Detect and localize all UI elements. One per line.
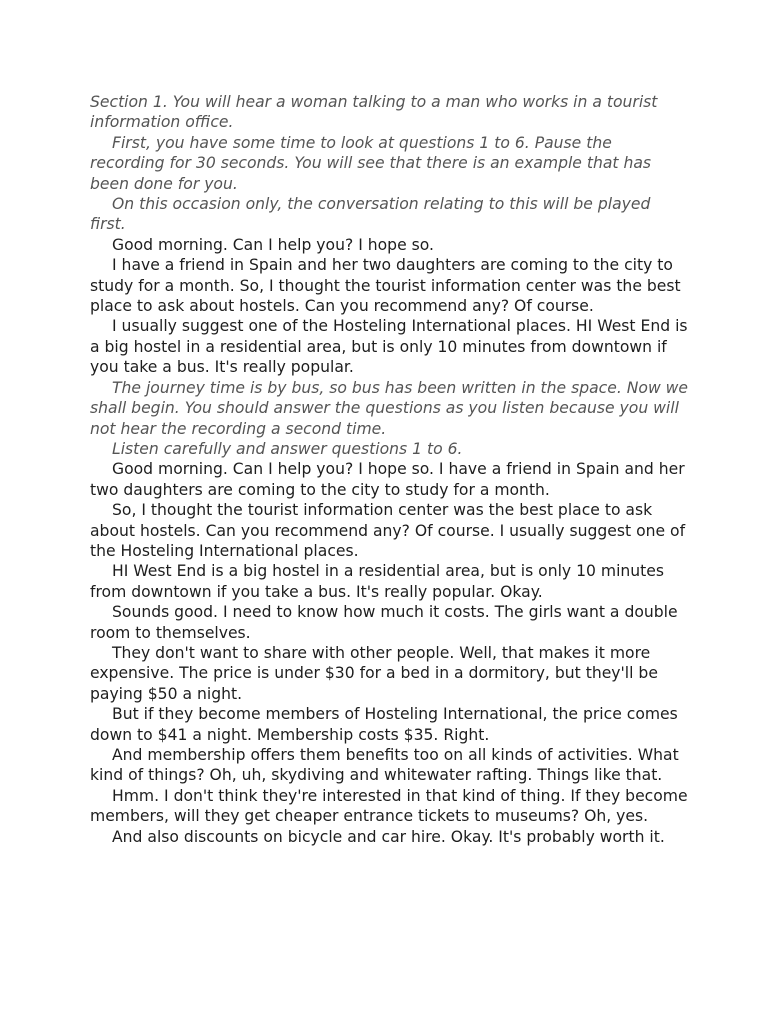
paragraph-example-note: On this occasion only, the conversation relating to this will be played first. [90,195,651,234]
paragraph-dialogue: Good morning. Can I help you? I hope so. I have a friend in Spain and her two daughters are coming to the city to study for a month. [90,460,685,499]
paragraph-dialogue: I have a friend in Spain and her two daughters are coming to the city to study for a month. So, I thought the tourist information center was the best place to ask about hostels. Can you recommend any? Of course. [90,256,681,316]
paragraph-instructions: First, you have some time to look at questions 1 to 6. Pause the recording for 30 seconds. You will see that there is an example that has been done for you. [90,133,652,193]
paragraph-dialogue: And membership offers them benefits too on all kinds of activities. What kind of things? Oh, uh, skydiving and whitewater rafting. Things like that. [90,746,679,785]
paragraph-dialogue: Hmm. I don't think they're interested in that kind of thing. If they become members, will they get cheaper entrance tickets to museums? Oh, yes. [90,786,688,826]
paragraph-dialogue: HI West End is a big hostel in a residential area, but is only 10 minutes from downtown if you take a bus. It's really popular. Okay. [90,562,665,601]
paragraph-narrator-note: Listen carefully and answer questions 1 to 6. [112,439,463,458]
paragraph-dialogue: And also discounts on bicycle and car hire. Okay. It's probably worth it. [112,827,665,846]
paragraph-dialogue: They don't want to share with other people. Well, that makes it more expensive. The price is under $30 for a bed in a dormitory, but they'll be paying $50 a night. [90,643,658,703]
transcript-document [90,92,690,847]
paragraph-dialogue: But if they become members of Hosteling International, the price comes down to $41 a night. Membership costs $35. Right. [90,705,678,744]
paragraph-section-intro: Section 1. You will hear a woman talking to a man who works in a tourist information office. [90,93,658,132]
paragraph-dialogue: Good morning. Can I help you? I hope so. [112,235,434,254]
paragraph-narrator-note: The journey time is by bus, so bus has been written in the space. Now we shall begin. You should answer the questions as you listen because you will not hear the recording a second time. [90,378,689,438]
paragraph-dialogue: So, I thought the tourist information center was the best place to ask about hostels. Can you recommend any? Of course. I usually suggest one of the Hosteling International places. [90,501,686,560]
paragraph-dialogue: Sounds good. I need to know how much it costs. The girls want a double room to themselves. [90,603,678,642]
paragraph-dialogue: I usually suggest one of the Hosteling International places. HI West End is a big hostel in a residential area, but is only 10 minutes from downtown if you take a bus. It's really popular. [90,317,688,377]
